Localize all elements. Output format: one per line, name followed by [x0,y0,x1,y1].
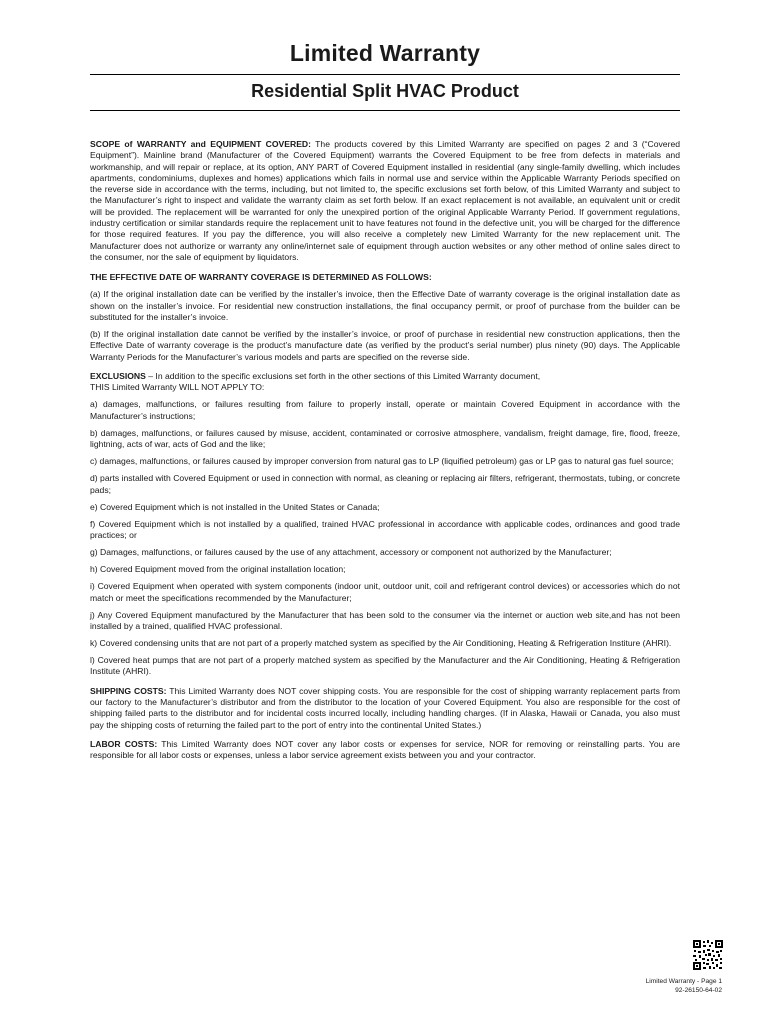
exclusions-intro-2: THIS Limited Warranty WILL NOT APPLY TO: [90,382,265,393]
exclusions-intro: – In addition to the specific exclusions set forth in the other sections of this Limited Warranty document, [145,370,541,381]
exclusion-item: l) Covered heat pumps that are not part of a properly matched system as specified by the Manufacturer and the Air Conditioning, Heating & Refrigeration Institute (AHRI). [90,655,680,677]
exclusion-item: b) damages, malfunctions, or failures caused by misuse, accident, contaminated or corrosive atmosphere, vandalism, freight damage, fire, flood, freeze, lightning, acts of war, acts of God and the like; [90,427,680,450]
exclusion-item: a) damages, malfunctions, or failures resulting from failure to properly install, operate or maintain Covered Equipment in accordance with the Manufacturer’s instructions; [90,399,680,421]
scope-paragraph [90,139,680,263]
page-subtitle: Residential Split HVAC Product [251,81,519,101]
page-title: Limited Warranty [289,40,481,66]
warranty-body [90,139,680,767]
labor-heading: LABOR COSTS: [90,738,158,749]
shipping-heading: SHIPPING COSTS: [90,685,167,696]
exclusion-item: j) Any Covered Equipment manufactured by the Manufacturer that has been sold to the consumer via the internet or auction web site,and has not been installed by a trained, qualified HVAC professional. [90,609,680,631]
effective-date-heading: THE EFFECTIVE DATE OF WARRANTY COVERAGE IS DETERMINED AS FOLLOWS: [90,272,432,283]
shipping-text: This Limited Warranty does NOT cover shipping costs. You are responsible for the cost of shipping warranty replacement parts from our factory to the Manufacturer’s distributor and from the distributor to the location of your Covered Equipment. You also are responsible for the cost of shipping failed parts to the distributor and for incidental costs incurred locally, including handling charges. (If in Alaska, Hawaii or Canada, you also must pay the shipping costs of returning the failed part to the port of entry into the continental United States.) [90,685,680,730]
exclusion-item: i) Covered Equipment when operated with system components (indoor unit, outdoor unit, coil and refrigerant control devices) or accessories which do not match or meet the specifications recommended by the Manufacturer; [90,581,680,603]
page-footer [646,977,722,995]
exclusion-item: k) Covered condensing units that are not part of a properly matched system as specified by the Air Conditioning, Heating & Refrigeration Institure (AHRI). [90,638,672,649]
scope-text: The products covered by this Limited Warranty are specified on pages 2 and 3 (“Covered Equipment”). Mainline brand (Manufacturer of the Covered Equipment) warrants the Covered Equipment to be free from defects in materials and workmanship, and will repair or replace, at its option, ANY PART of Covered Equipment installed in residential (any single-family dwelling, which includes apartments, condominiums, duplexes and homes) applications which fails in normal use and service within the Applicable Warranty Periods specified on the reverse side in accordance with the terms, including, but not limited to, the specific exclusions set forth below, of this Limited Warranty and subject to the Manufacturer’s right to inspect and validate the warranty claim as set forth below. If an exact replacement is not available, an equivalent unit or credit will be provided. The replacement will be warranted for only the unexpired portion of the original Applicable Warranty Period. If government regulations, industry certification or similar standards require the replacement unit to have features not found in the defective unit, you will be charged for the difference for those required features. If you pay the difference, you will also receive a completely new Limited Warranty for the new replacement unit. The Manufacturer does not authorize or warranty any online/internet sale of equipment through auction websites or any other method of online sales direct to the consumer, nor the sale of equipment by liquidators. [90,139,681,262]
labor-text: This Limited Warranty does NOT cover any labor costs or expenses for service, NOR for removing or reinstalling parts. You are responsible for all labor costs or expenses, unless a labor service agreement exists between you and your contractor. [90,738,681,761]
subtitle-rule [90,110,680,111]
shipping-paragraph [90,686,680,731]
footer-page-label: Limited Warranty - Page 1 [645,978,722,985]
exclusion-item: e) Covered Equipment which is not installed in the United States or Canada; [90,501,380,512]
exclusion-item: h) Covered Equipment moved from the original installation location; [90,564,346,575]
effective-date-a: (a) If the original installation date can be verified by the installer’s invoice, then the Effective Date of warranty coverage is the original installation date as shown on the installer’s invoice. For residential new construction installations, the final occupancy permit, or proof of purchase from the builder can be substituted for the installer’s invoice. [90,289,680,322]
scope-heading: SCOPE of WARRANTY and EQUIPMENT COVERED: [90,139,311,149]
labor-paragraph [90,739,680,762]
effective-date-b: (b) If the original installation date cannot be verified by the installer’s invoice, or proof of purchase in residential new construction applications, then the Effective Date of warranty coverage is the product’s manufacture date (as verified by the product’s serial number) plus ninety (90) days. The Applicable Warranty Periods for the Manufacturer’s various models and parts are specified on the reverse side. [90,329,680,362]
exclusion-item: d) parts installed with Covered Equipment or used in connection with normal, as cleaning or replacing air filters, refrigerant, thermostats, tubing, or concrete pads; [90,473,680,495]
title-rule [90,74,680,75]
exclusion-item: f) Covered Equipment which is not installed by a qualified, trained HVAC professional in accordance with applicable codes, ordinances and good trade practices; or [90,518,680,540]
footer-doc-number: 92-26150-64-02 [675,987,722,994]
exclusion-item: g) Damages, malfunctions, or failures caused by the use of any attachment, accessory or component not authorized by the Manufacturer; [90,547,612,558]
exclusions-paragraph [90,371,680,394]
exclusions-heading: EXCLUSIONS [90,370,146,381]
exclusion-item: c) damages, malfunctions, or failures caused by improper conversion from natural gas to LP (liquified petroleum) gas or LP gas to natural gas fuel source; [90,456,674,467]
qr-code-icon [693,940,723,970]
